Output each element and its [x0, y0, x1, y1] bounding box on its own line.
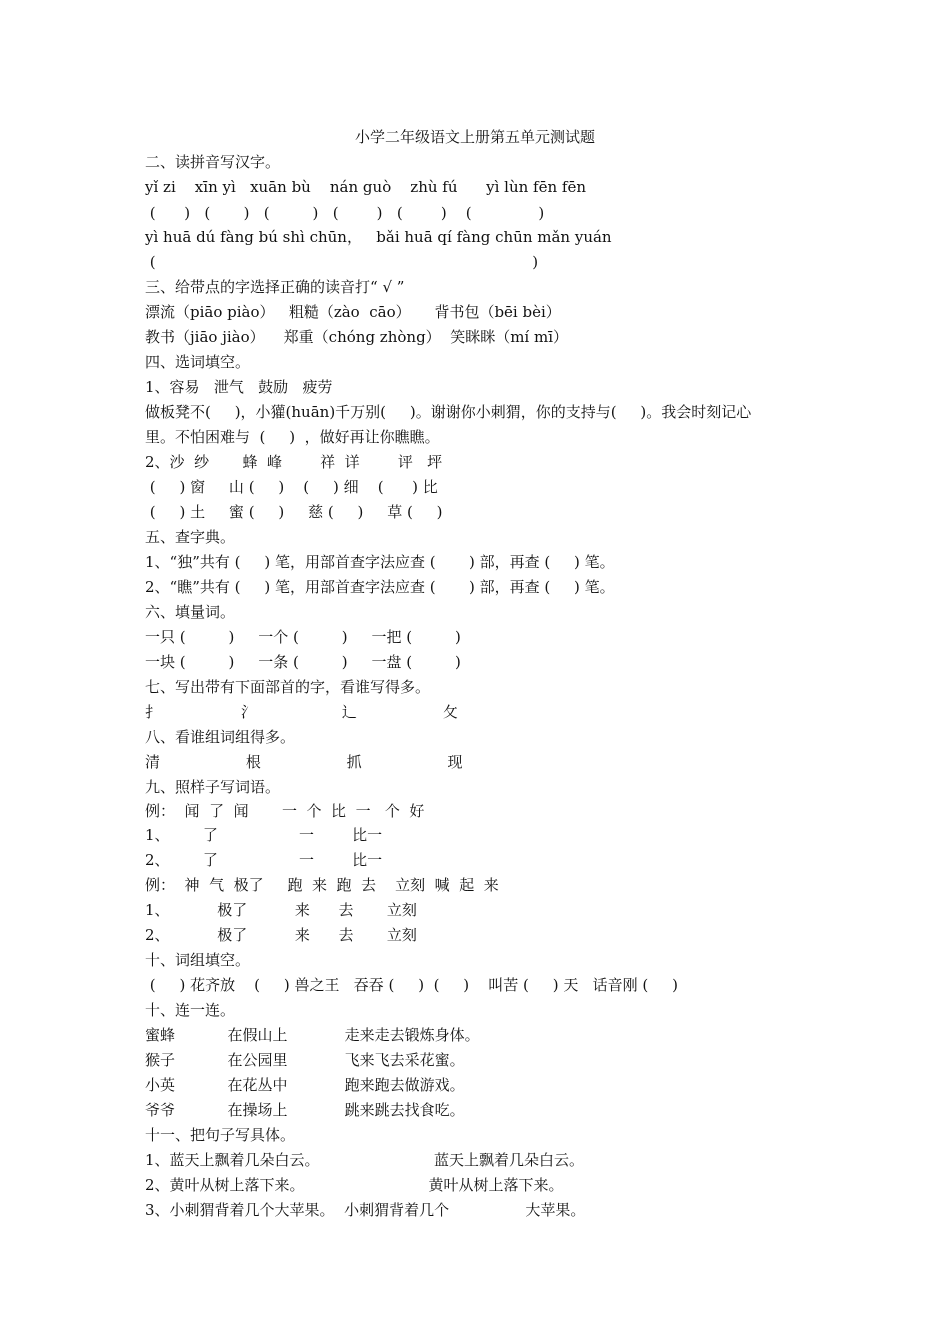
text-line-27: 例： 闻 了 闻 一 个 比 一 个 好 — [145, 802, 425, 820]
text-line-20: 一只 ( ) 一个 ( ) 一把 ( ) — [145, 628, 461, 646]
text-line-37: 猴子 在公园里 飞来飞去采花蜜。 — [145, 1051, 465, 1069]
text-line-16: 五、查字典。 — [145, 528, 236, 546]
text-line-10: 1、容易 泄气 鼓励 疲劳 — [145, 378, 333, 396]
text-line-36: 蜜蜂 在假山上 走来走去锻炼身体。 — [145, 1026, 480, 1044]
text-line-18: 2、“瞧”共有 ( ) 笔，用部首查字法应查 ( ) 部，再查 ( ) 笔。 — [145, 578, 615, 596]
text-line-9: 四、选词填空。 — [145, 353, 251, 371]
text-line-26: 九、照样子写词语。 — [145, 778, 281, 796]
text-line-6: 三、给带点的字选择正确的读音打“ √ ” — [145, 278, 405, 296]
text-line-31: 1、 极了 来 去 立刻 — [145, 901, 417, 919]
text-line-13: 2、沙 纱 蜂 峰 祥 详 评 坪 — [145, 453, 443, 471]
text-line-29: 2、 了 一 比一 — [145, 851, 383, 869]
text-line-11: 做板凳不( )，小獾(huān)千万别( )。谢谢你小刺猬，你的支持与( )。我会时刻记心 — [145, 403, 752, 421]
text-line-23: 扌 氵 辶 攵 — [145, 703, 458, 721]
text-line-34: ( ) 花齐放 ( ) 兽之王 吞吞 ( ) ( ) 叫苦 ( ) 天 话音刚 ( ) — [145, 976, 678, 994]
text-line-1: 二、读拼音写汉字。 — [145, 153, 281, 171]
text-line-14: ( ) 窗 山 ( ) ( ) 细 ( ) 比 — [145, 478, 438, 496]
text-line-15: ( ) 土 蜜 ( ) 慈 ( ) 草 ( ) — [145, 503, 443, 521]
text-line-21: 一块 ( ) 一条 ( ) 一盘 ( ) — [145, 653, 461, 671]
text-line-33: 十、词组填空。 — [145, 951, 251, 969]
page-title: 小学二年级语文上册第五单元测试题 — [354, 128, 595, 146]
text-line-8: 教书（jiāo jiào） 郑重（chóng zhòng） 笑眯眯（mí mī） — [145, 328, 569, 346]
text-line-30: 例： 神 气 极了 跑 来 跑 去 立刻 喊 起 来 — [145, 876, 499, 894]
text-line-43: 3、小刺猬背着几个大苹果。 小刺猬背着几个 大苹果。 — [145, 1201, 586, 1219]
text-line-25: 清 根 抓 现 — [145, 753, 463, 771]
text-line-35: 十、连一连。 — [145, 1001, 236, 1019]
text-line-24: 八、看谁组词组得多。 — [145, 728, 296, 746]
text-line-41: 1、蓝天上飘着几朵白云。 蓝天上飘着几朵白云。 — [145, 1151, 584, 1169]
text-line-4: yì huā dú fàng bú shì chūn， bǎi huā qí fàng chūn mǎn yuán — [145, 228, 612, 246]
text-line-42: 2、黄叶从树上落下来。 黄叶从树上落下来。 — [145, 1176, 564, 1194]
text-line-40: 十一、把句子写具体。 — [145, 1126, 296, 1144]
text-line-17: 1、“独”共有 ( ) 笔，用部首查字法应查 ( ) 部，再查 ( ) 笔。 — [145, 553, 615, 571]
text-line-12: 里。不怕困难与 ( ) ，做好再让你瞧瞧。 — [145, 428, 440, 446]
text-line-32: 2、 极了 来 去 立刻 — [145, 926, 417, 944]
text-line-19: 六、填量词。 — [145, 603, 236, 621]
text-line-7: 漂流（piāo piào） 粗糙（zào cāo） 背书包（bēi bèi） — [145, 303, 561, 321]
text-line-5: ( ) — [145, 253, 539, 271]
text-line-2: yǐ zi xīn yì xuān bù nán guò zhù fú yì lùn fēn fēn — [145, 178, 586, 196]
text-line-28: 1、 了 一 比一 — [145, 826, 383, 844]
text-line-38: 小英 在花丛中 跑来跑去做游戏。 — [145, 1076, 465, 1094]
text-line-39: 爷爷 在操场上 跳来跳去找食吃。 — [145, 1101, 465, 1119]
text-line-3: ( ) ( ) ( ) ( ) ( ) ( ) — [145, 204, 545, 222]
text-line-22: 七、写出带有下面部首的字，看谁写得多。 — [145, 678, 431, 696]
